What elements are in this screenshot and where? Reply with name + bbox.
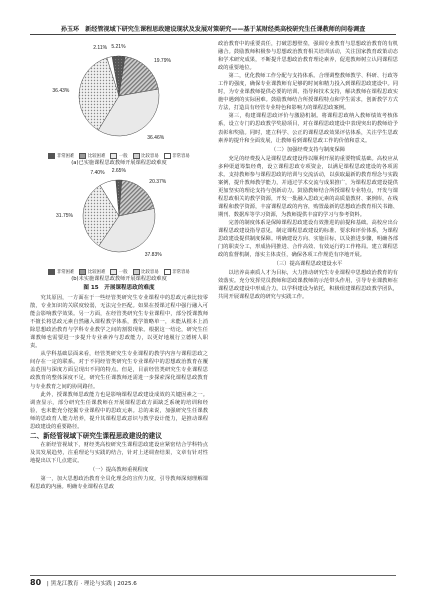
caption-a: (a)已实施课程思政教师开展课程思政难度 (71, 160, 167, 166)
legend-label: 比较容易 (141, 270, 159, 275)
right-paragraph-4: 充足的经费投入是课程思政建设得以顺利开展的重要物质基础。高校应从多种渠道筹集经费，设立课程思政专项资金，以满足课程思政建设的各项需求。支持教师参与课程思政的培训与交流活动，以获取最新的教育理念与实践案例，提升教师教学能力，并通过学术交流与成果推广，为课程思政建设提供更加坚实的理论支持与创新动力。鼓励教师结合所授课程专业特点，开发与课程思政相关的教学资源，开发一批融入思政元素的高质量教材、案例库，在线课程和教学资源，丰富课程思政的内容，购置最新的思想政治教育相关书籍、期刊、数据库等学习资源，为教师提供丰富的学习与参考资料。 (218, 155, 398, 218)
pie-label-3: 37.83% (144, 251, 162, 258)
legend-item-5 (164, 269, 190, 275)
journal-name: | 黑龙江教育 · 理论与实践 | 2025.6 (46, 581, 137, 587)
legend-item-5 (164, 153, 190, 159)
legend-label: 比较困难 (87, 154, 106, 159)
legend-label: 非常困难 (56, 270, 75, 275)
legend-label: 非常困难 (56, 154, 75, 159)
pie-label-5: 7.40% (90, 170, 105, 177)
legend-swatch (48, 153, 55, 159)
figure-title: 图 15 开展课程思政的难度 (83, 285, 155, 291)
pie-chart-a (30, 40, 208, 148)
legend-label: 比较困难 (87, 270, 106, 275)
pie-label-1: 2.65% (111, 167, 126, 174)
left-paragraph-3: 此外，授课教师思政能力也是影响课程思政建设成效的关键因素之一。调查显示，部分研究生任课教师在开展课程思政方面缺乏系统的培训和经验，也未能充分挖掘专业课程中的思政元素。总的来说，加强研究生任课教师的思政育人能力培养，提升其课程思政意识与教学设计能力，是推动课程思政建设的重要路径。 (30, 391, 208, 430)
right-paragraph-5: 完善的制度体系是保障课程思政建设有效推进的前提和基础。高校应出台课程思政建设指导意见，制定课程思政建设的标准、要求和评价体系，为课程思政建设提供制度保障。明确建设方向、实施目标，以及推进步骤，明确各部门的职责分工，形成协同推进、合作高效、有效运行的工作格局。建立课程思政的监督机制，落实主体责任，确保各项工作规范有序地开展。 (218, 219, 398, 259)
page-number: 80 (30, 578, 42, 587)
subsection-heading-1: （一）提高教师重视程度 (89, 466, 149, 473)
running-header: 孙玉环 新经管视域下研究生课程思政建设现状及发展对策研究——基于某财经类高校研究生任课教师的问卷调查 (60, 26, 366, 33)
page-footer (30, 578, 396, 587)
pie-label-5: 2.11% (93, 45, 108, 52)
legend-label: 非常容易 (172, 154, 190, 159)
pie-label-3: 36.46% (147, 135, 165, 142)
legend-label: 比较容易 (141, 154, 159, 159)
section-heading-2: 二、新经管视域下研究生课程思政建设的建议 (30, 431, 162, 440)
caption-b: (b)未实施课程思政教师开展课程思政难度 (71, 276, 167, 282)
subsection-heading-3: （三）提高课程思政建设水平 (273, 261, 343, 268)
pie-label-2: 19.79% (153, 58, 171, 65)
right-column (218, 40, 398, 301)
subsection-heading-2: （二）加强经费支持与制度保障 (270, 146, 346, 153)
footer-rule (30, 575, 396, 576)
right-paragraph-1: 政治教育中的重要责任，打破思想壁垒，强调专业教育与思想政治教育的有机融合。鼓励教师积极参与思想政治教育相关培训活动，关注国家教育政策动态和学术研究成果，不断提升思想政治教育理论素养，促进教师树立认同课程思政的重要地位。 (218, 41, 398, 72)
legend-label: 一般 (118, 270, 128, 275)
right-paragraph-3: 第三，构建课程思政评价与激励机制。将课程思政纳入教师绩效考核体系，设立专门的思政教学奖励项目，对在课程思政建设中表现突出的教师给予表彰和奖励。同时，建立科学、公正的课程思政效果评估体系，关注学生思政素养的提升和全面发展，让教师看到课程思政工作的价值和意义。 (218, 113, 398, 144)
left-paragraph-1: 究其原因，一方面在于一些经管类研究生专业课程中的思政元素比较零散，专业知识的关联度较弱，无法完全匹配。如果在授课过程中强行融入可能会影响教学效果。另一方面，在经管类研究生专业课程中，部分授课教师不擅长将思政元素自然融入课程教学体系，教学策略单一，未能从根本上消除思想政治教育与学科专业教学之间的割裂现象。根据这一结论，研究生任课教师也需要进一步提升专业素养与思政能力，以更好地履行立德树人职责。 (30, 295, 208, 350)
right-paragraph-6: 以培养高素质人才为目标，大力推动研究生专业课程中思想政治教育的有效落实。充分发挥党员教师和思政课教师的示范带头作用，引导专业课教师在课程思政建设中形成合力。以学科建设为依托，积极组建课程思政教学团队，共同开展课程思政的研究与实践工作。 (218, 270, 398, 301)
pie-chart-b (30, 166, 208, 264)
right-paragraph-2: 第二，优化教师工作分配与支持体系。合理调整教师教学、科研、行政等工作的强度，确保专业课教师有足够的时间和精力投入到课程思政建设中。同时，为专业课教师提供必要的培训、指导和技术支持，解决教师在课程思政实施中遇到的实际困难。鼓励教师结合所授课程特点和学生需求，创新教学方式方法，打造具有经管专业特色和影响力的课程思政案例。 (218, 73, 398, 112)
pie-label-4: 31.75% (56, 212, 74, 219)
left-paragraph-2: 从学科基础层面来看，经管类研究生专业课程的教学内容与课程思政之间存在一定的联系。对于不同经管类研究生专业课程中的思想政治教育在覆盖范围与深度方面呈现出不同的特点。但是，目前经管类研究生专业课程思政教育的整体深度不足，研究生任课教师还需进一步探索深化课程思政教育与专业教育之间的协同路径。 (30, 351, 208, 390)
pie-label-1: 5.21% (111, 43, 126, 50)
header-rule (30, 34, 396, 35)
pie-label-4: 36.43% (52, 87, 70, 94)
left-paragraph-4: 在新经管视域下，财经类高校研究生课程思政建设应紧密结合学科特点及其发展趋势，注重理论与实践的结合，针对上述调查结果，文章有针对性地提出以下几点建议。 (30, 441, 208, 464)
legend-label: 一般 (118, 154, 128, 159)
pie-label-2: 20.37% (149, 179, 167, 186)
legend-swatch (48, 269, 55, 275)
left-column (30, 40, 208, 491)
figure-15 (30, 40, 208, 291)
legend-label: 非常容易 (172, 270, 190, 275)
left-paragraph-5: 第一，加大思想政治教育全员化理念的宣传力度，引导教师深刻理解课程思政的内涵。明确专业课程在思政 (30, 475, 208, 490)
